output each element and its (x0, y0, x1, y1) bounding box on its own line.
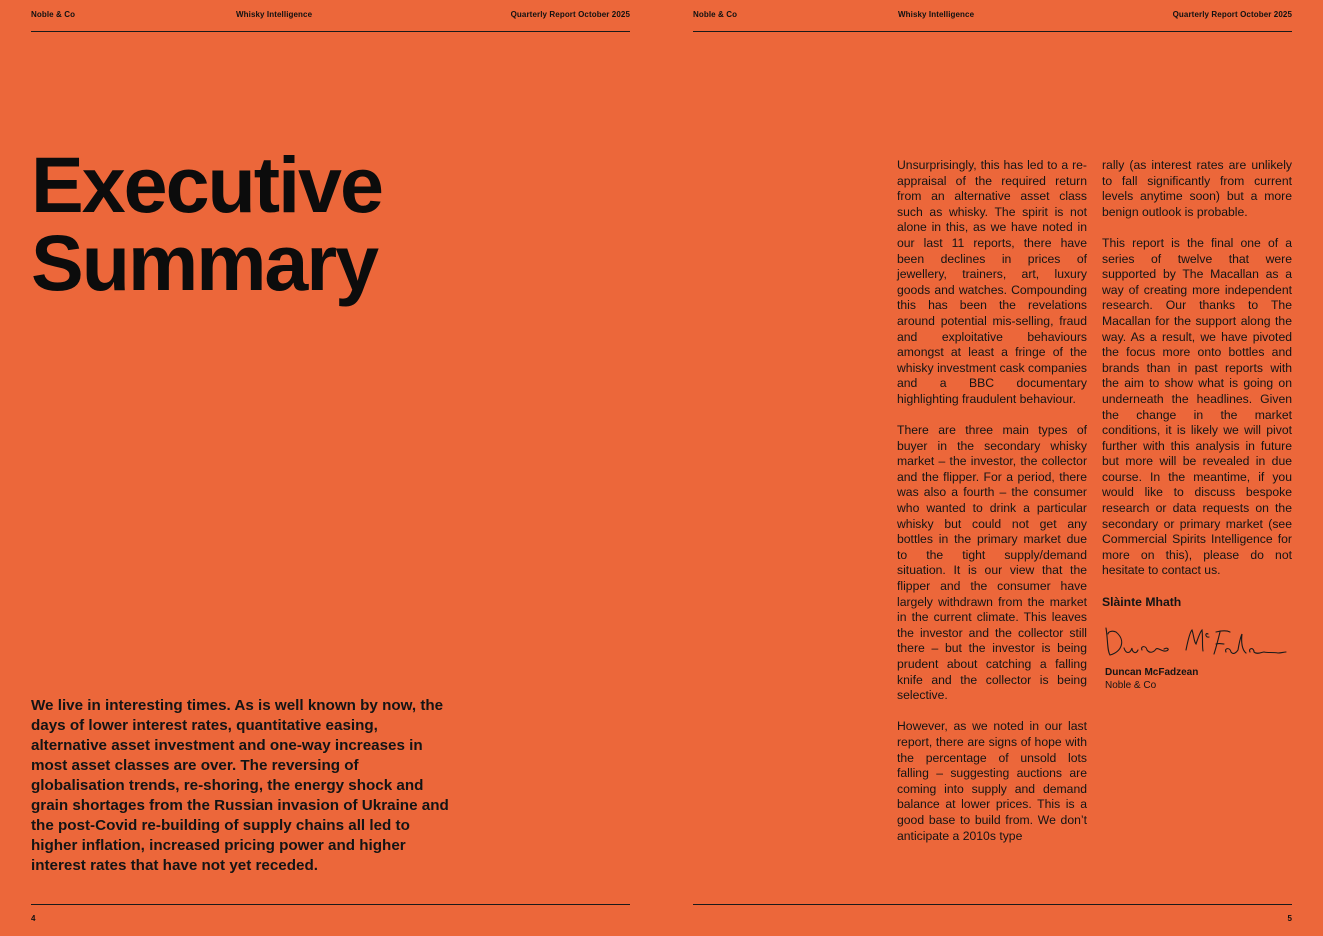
header-rule (31, 31, 630, 32)
page-number-left: 4 (31, 914, 36, 923)
body-column-1 (897, 158, 1087, 860)
footer-rule (31, 904, 630, 905)
header-right: Quarterly Report October 2025 (1172, 10, 1292, 19)
title-line-1: Executive (31, 140, 382, 229)
body-paragraph: Unsurprisingly, this has led to a re-appraisal of the required return from an alternative asset class such as whisky. The spirit is not alone in this, as we have noted in our last 11 reports, there have been declines in prices of jewellery, trainers, art, luxury goods and watches. Compounding this has been the revelations around potential mis-selling, fraud and exploitative behaviours amongst at least a fringe of the whisky investment cask companies and a BBC documentary highlighting fraudulent behaviour. (897, 158, 1087, 406)
left-page (0, 0, 661, 936)
intro-paragraph: We live in interesting times. As is well known by now, the days of lower interest rates, quantitative easing, alternative asset investment and one-way increases in most asset classes are over. The reversing of globalisation trends, re-shoring, the energy shock and grain shortages from the Russian invasion of Ukraine and the post-Covid re-building of supply chains all led to higher inflation, increased pricing power and higher interest rates that have not yet receded. (31, 697, 449, 874)
body-paragraph: This report is the final one of a series of twelve that were supported by The Macallan as a way of creating more independent research. Our thanks to The Macallan for the support along the way. As a result, we have pivoted the focus more onto bottles and brands than in past reports with the aim to show what is going on underneath the headlines. Given the change in the market conditions, it is likely we will pivot further with this analysis in future but more will be revealed in due course. In the meantime, if you would like to discuss bespoke research or data requests on the secondary or primary market (see Commercial Spirits Intelligence for more on this), please do not hesitate to contact us. (1102, 235, 1292, 578)
right-page (662, 0, 1323, 936)
page-number-right: 5 (1287, 914, 1292, 923)
signature-company: Noble & Co (1105, 680, 1157, 692)
signature-name: Duncan McFadzean (1105, 667, 1199, 679)
page-title (31, 140, 382, 307)
header-rule (693, 31, 1292, 32)
header-right: Quarterly Report October 2025 (510, 10, 630, 19)
footer-rule (693, 904, 1292, 905)
header-center: Whisky Intelligence (898, 10, 975, 19)
signature-image (1102, 622, 1288, 662)
header-center: Whisky Intelligence (236, 10, 313, 19)
signoff: Slàinte Mhath (1102, 594, 1182, 609)
body-paragraph: There are three main types of buyer in the secondary whisky market – the investor, the collector and the flipper. For a period, there was also a fourth – the consumer who wanted to drink a particular whisky but could not get any bottles in the primary market due to the tight supply/demand situation. It is our view that the flipper and the consumer have largely withdrawn from the market in the current climate. This leaves the investor and the collector still there – but the investor is being prudent about catching a falling knife and the collector is being selective. (897, 423, 1087, 703)
body-paragraph: rally (as interest rates are unlikely to fall significantly from current levels anytime soon) but a more benign outlook is probable. (1102, 158, 1292, 219)
header-left: Noble & Co (693, 10, 738, 19)
title-line-2: Summary (31, 218, 378, 307)
body-column-2 (1102, 158, 1292, 692)
body-paragraph: However, as we noted in our last report, there are signs of hope with the percentage of unsold lots falling – suggesting auctions are coming into supply and demand balance at lower prices. This is a good base to build from. We don’t anticipate a 2010s type (897, 719, 1087, 843)
header-left: Noble & Co (31, 10, 76, 19)
